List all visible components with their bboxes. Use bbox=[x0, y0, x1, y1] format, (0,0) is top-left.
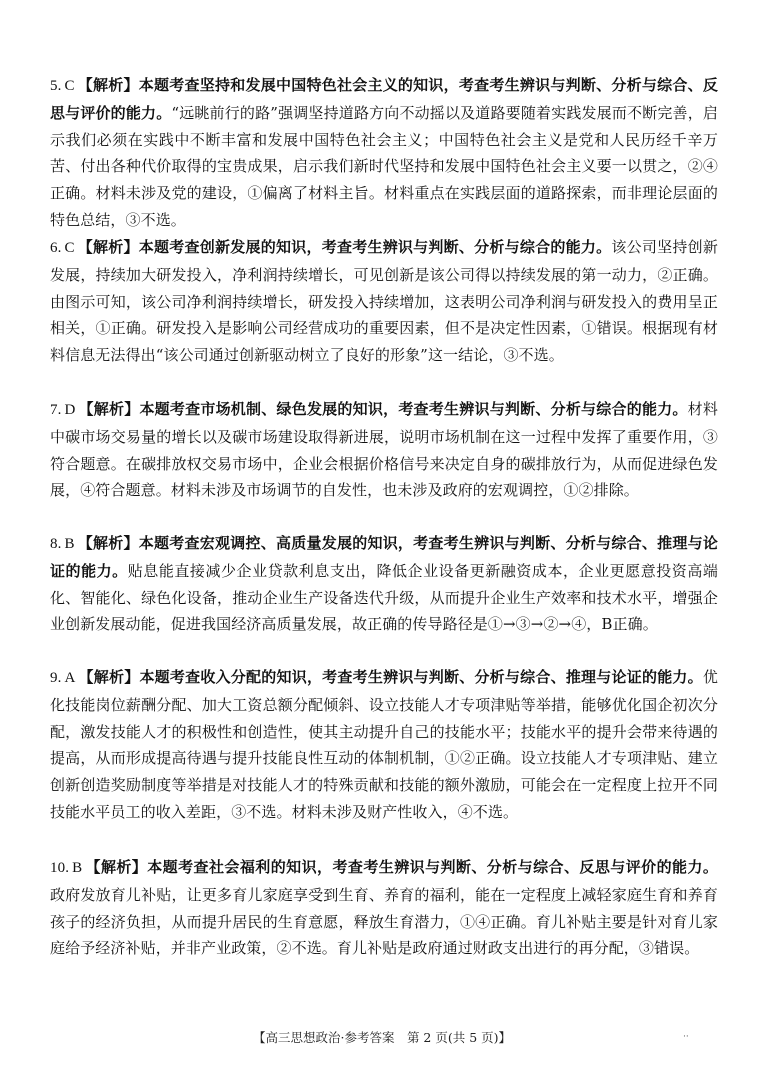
question-number: 6. bbox=[50, 240, 62, 256]
question-number: 8. bbox=[50, 536, 62, 552]
explanation-label: 【解析】 bbox=[85, 858, 148, 876]
answer-letter: D bbox=[64, 402, 76, 418]
explanation-summary: 本题考查社会福利的知识，考查考生辨识与判断、分析与综合、反思与评价的能力。 bbox=[147, 858, 718, 876]
answer-letter: C bbox=[64, 240, 75, 256]
explanation-label: 【解析】 bbox=[77, 238, 139, 256]
corner-mark: ·· bbox=[683, 1032, 689, 1042]
explanation-label: 【解析】 bbox=[77, 534, 139, 552]
answer-letter: C bbox=[64, 78, 75, 94]
question-8-explanation bbox=[50, 530, 718, 638]
explanation-label: 【解析】 bbox=[78, 668, 140, 686]
page-footer: 【高三思想政治·参考答案 第 2 页(共 5 页)】 bbox=[252, 1030, 512, 1045]
explanation-body: 政府发放育儿补贴，让更多育儿家庭享受到生育、养育的福利，能在一定程度上减轻家庭生育和养育孩子的经济负担，从而提升居民的生育意愿，释放生育潜力，①④正确。育儿补贴主要是针对育儿家庭给予经济补贴，并非产业政策，②不选。育儿补贴是政府通过财政支出进行的再分配，③错误。 bbox=[50, 885, 718, 958]
answer-letter: B bbox=[64, 536, 75, 552]
question-9-explanation bbox=[50, 664, 718, 826]
explanation-body: 该公司坚持创新发展，持续加大研发投入，净利润持续增长，可见创新是该公司得以持续发展的第一动力，②正确。由图示可知，该公司净利润持续增长，研发投入持续增加，这表明公司净利润与研发投入的费用呈正相关，①正确。研发投入是影响公司经营成功的重要因素，但不是决定性因素，①错误。根据现有材料信息无法得出“该公司通过创新驱动树立了良好的形象”这一结论，③不选。 bbox=[50, 238, 719, 365]
question-number: 5. bbox=[50, 78, 62, 94]
explanation-label: 【解析】 bbox=[78, 400, 140, 418]
question-number: 9. bbox=[50, 670, 62, 686]
explanation-summary: 本题考查创新发展的知识，考查考生辨识与判断、分析与综合的能力。 bbox=[138, 238, 612, 256]
explanation-summary: 本题考查市场机制、绿色发展的知识，考查考生辨识与判断、分析与综合的能力。 bbox=[139, 400, 688, 418]
explanation-body: 材料中碳市场交易量的增长以及碳市场建设取得新进展，说明市场机制在这一过程中发挥了重要作用，③符合题意。在碳排放权交易市场中，企业会根据价格信号来决定自身的碳排放行为，从而促进绿色发展，④符合题意。材料未涉及市场调节的自发性，也未涉及政府的宏观调控，①②排除。 bbox=[50, 400, 719, 500]
explanation-body: 贴息能直接减少企业贷款利息支出，降低企业设备更新融资成本，企业更愿意投资高端化、智能化、绿色化设备，推动企业生产设备迭代升级，从而提升企业生产效率和技术水平，增强企业创新发展动能，促进我国经济高质量发展，故正确的传导路径是①→③→②→④，B正确。 bbox=[50, 561, 718, 634]
explanation-body: “远眺前行的路”强调坚持道路方向不动摇以及道路要随着实践发展而不断完善，启示我们必须在实践中不断丰富和发展中国特色社会主义；中国特色社会主义是党和人民历经千辛万苦、付出各种代价取得的宝贵成果，启示我们新时代坚持和发展中国特色社会主义要一以贯之，②④正确。材料未涉及党的建设，①偏离了材料主旨。材料重点在实践层面的道路探索，而非理论层面的特色总结，③不选。 bbox=[50, 103, 718, 229]
answer-letter: A bbox=[64, 670, 76, 686]
question-5-explanation bbox=[50, 72, 718, 234]
question-10-explanation bbox=[50, 854, 718, 962]
question-number: 7. bbox=[50, 402, 62, 418]
explanation-body: 优化技能岗位薪酬分配、加大工资总额分配倾斜、设立技能人才专项津贴等举措，能够优化国企初次分配，激发技能人才的积极性和创造性，使其主动提升自己的技能水平；技能水平的提升会带来待遇的提高，从而形成提高待遇与提升技能良性互动的体制机制，①②正确。设立技能人才专项津贴、建立创新创造奖励制度等举措是对技能人才的特殊贡献和技能的额外激励，可能会在一定程度上拉开不同技能水平员工的收入差距，③不选。材料未涉及财产性收入，④不选。 bbox=[50, 668, 718, 821]
explanation-summary: 本题考查宏观调控、高质量发展的知识，考查考生辨识与判断、分析与综合、推理与论证的能力。 bbox=[50, 534, 719, 580]
question-7-explanation bbox=[50, 396, 718, 504]
explanation-label: 【解析】 bbox=[77, 76, 139, 94]
explanation-summary: 本题考查坚持和发展中国特色社会主义的知识，考查考生辨识与判断、分析与综合、反思与评价的能力。 bbox=[50, 76, 719, 122]
question-number: 10. bbox=[50, 860, 70, 876]
answer-letter: B bbox=[72, 860, 83, 876]
question-6-explanation bbox=[50, 234, 718, 369]
explanation-summary: 本题考查收入分配的知识，考查考生辨识与判断、分析与综合、推理与论证的能力。 bbox=[139, 668, 703, 686]
